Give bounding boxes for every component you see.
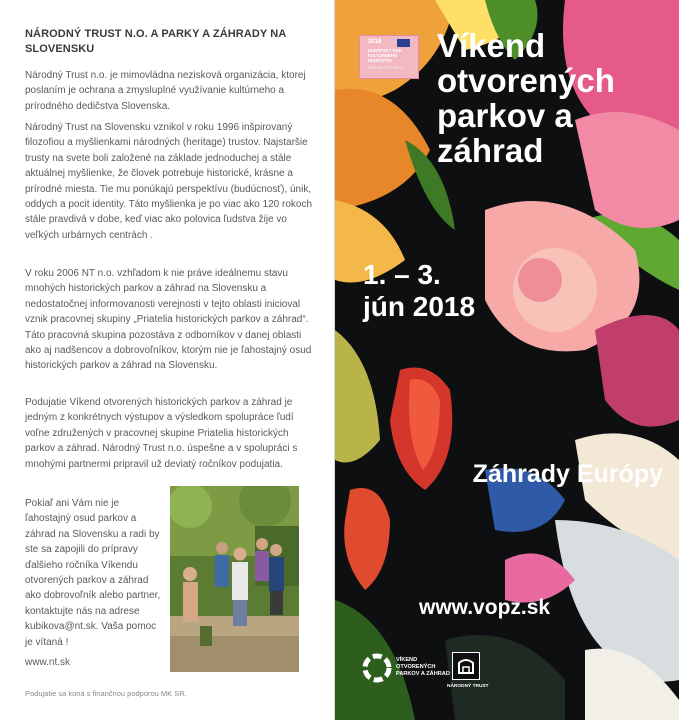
vopz-logo-line-2: OTVORENÝCH: [396, 664, 436, 670]
badge-line-1: EURÓPSKY ROK: [368, 48, 402, 53]
narodny-trust-logo-text: NÁRODNÝ TRUST: [447, 684, 489, 689]
badge-line-2: KULTÚRNEHO: [368, 53, 397, 58]
vopz-logo-text: [396, 657, 450, 678]
paragraph-5: Pokiaľ ani Vám nie je ľahostajný osud parkov a záhrad na Slovensku a radi by ste sa zapojili do prípravy ďalšieho ročníka Víkendu otvorených parkov a záhrad ako dobrovoľník alebo partner, kontaktujte nás na adrese kubikova@nt.sk. Vaša pomoc je vítaná !: [25, 498, 161, 648]
section-heading: NÁRODNÝ TRUST N.O. A PARKY A ZÁHRADY NA SLOVENSKU: [25, 28, 286, 55]
badge-line-3: DEDIČSTVA: [368, 58, 392, 63]
paragraph-4: Podujatie Víkend otvorených historických parkov a záhrad je jedným z konkrétnych výstupov a výsledkom spolupráce ľudí voľne združených v pracovnej skupine Priatelia historických parkov a záhrad. Národný Trust n.o. úspešne a v spolupráci s mnohými partnermi pripravil už deviatý ročníkov podujatia.: [25, 397, 298, 470]
vopz-logo-icon: [361, 652, 393, 684]
vopz-website-link[interactable]: www.vopz.sk: [419, 596, 551, 619]
paragraph-1: Národný Trust n.o. je mimovládna nezisková organizácia, ktorej poslaním je ochrana a zmysluplné využívanie kultúrneho a prírodného dedičstva Slovenska.: [25, 70, 306, 112]
event-title: Víkend otvorených parkov a záhrad: [437, 27, 615, 169]
narodny-trust-logo-icon: [452, 652, 480, 680]
cover-panel: [335, 0, 679, 720]
paragraph-3: V roku 2006 NT n.o. vzhľadom k nie práve ideálnemu stavu mnohých historických parkov a záhrad na Slovensku a nedostatočnej informovanosti verejnosti v tejto oblasti inicioval vznik pracovnej skupiny „Priatelia historických parkov a záhrad“. Táto pracovná skupina pozostáva z odborníkov v danej oblasti ako aj nadšencov a dobrovoľníkov, ktorým nie je ľahostajný osud historických parkov a záhrad na Slovensku.: [25, 268, 312, 372]
heritage-year-badge: [359, 35, 419, 79]
event-dates: 1. – 3. jún 2018: [363, 259, 476, 322]
vopz-logo-line-3: PARKOV A ZÁHRAD: [396, 671, 450, 677]
event-subtitle: Záhrady Európy: [472, 460, 663, 488]
funding-footnote: Podujatie sa koná s finančnou podporou MK SR.: [25, 689, 187, 698]
left-panel: [0, 0, 335, 720]
paragraph-2: Národný Trust na Slovensku vznikol v roku 1996 inšpirovaný filozofiou a myšlienkami národných (heritage) trustov. Najstaršie trusty na svete boli založené na základe jednoduchej a stále aktuálnej myšlienke, že človek potrebuje historické, krásne a prírodné miesta. Tie mu ponúkajú perspektívu (budúcnosť), únik, oddych a pocit identity. Táto myšlienka je po viac ako 120 rokoch stále pravdivá v dobe, keď viac ako polovica ľudstva žije vo veľkých urbárnych centrách .: [25, 122, 313, 241]
vopz-logo-line-1: VÍKEND: [396, 657, 418, 663]
volunteers-photo: [170, 486, 299, 672]
nt-website-link[interactable]: www.nt.sk: [25, 657, 71, 668]
badge-hashtag: #EuropeForCulture: [368, 65, 404, 70]
eu-flag-icon: [397, 39, 410, 47]
badge-year: 2018: [368, 39, 382, 45]
